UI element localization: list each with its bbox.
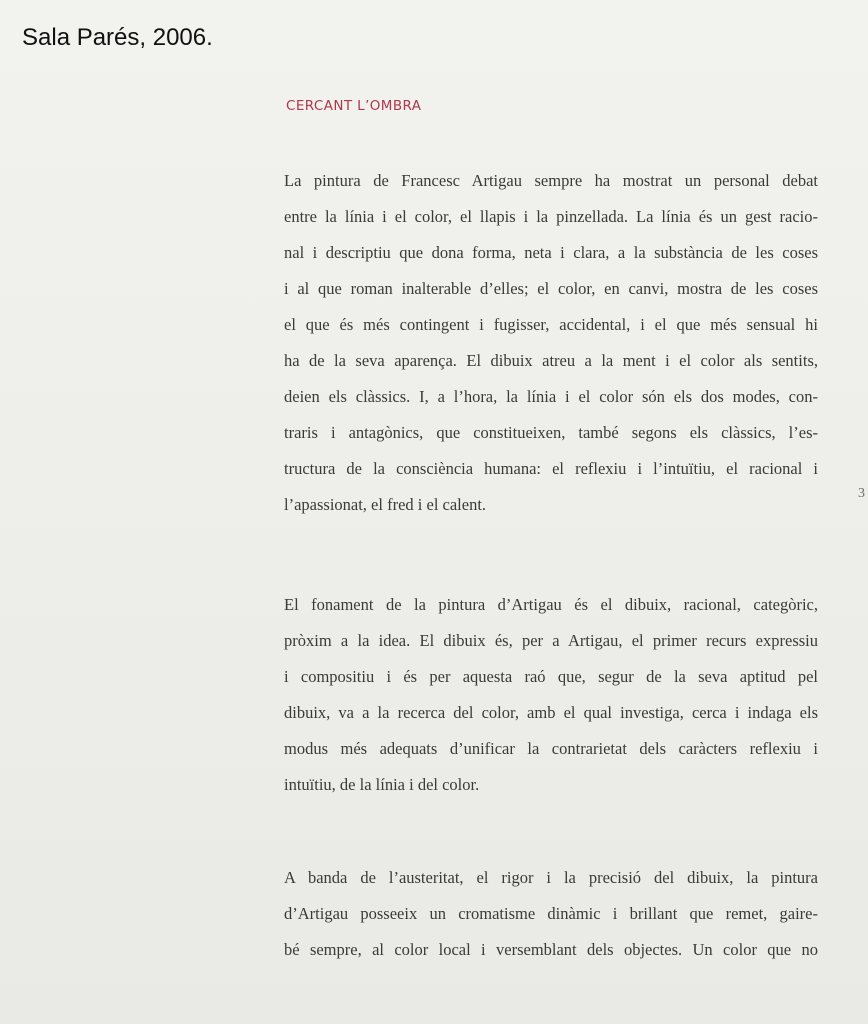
paragraph-3	[284, 860, 818, 968]
text-line: dibuix, va a la recerca del color, amb el qual investiga, cerca i indaga els	[284, 703, 818, 722]
text-line: modus més adequats d’unificar la contrarietat dels caràcters reflexiu i	[284, 739, 818, 758]
text-line: i compositiu i és per aquesta raó que, segur de la seva aptitud pel	[284, 667, 818, 686]
text-line: A banda de l’austeritat, el rigor i la precisió del dibuix, la pintura	[284, 868, 818, 887]
paragraph-2	[284, 587, 818, 803]
photo-caption: Sala Parés, 2006.	[22, 24, 213, 51]
text-line: nal i descriptiu que dona forma, neta i clara, a la substància de les coses	[284, 243, 818, 262]
text-line: el que és més contingent i fugisser, accidental, i el que més sensual hi	[284, 315, 818, 334]
paragraph-1	[284, 163, 818, 523]
page-number: 3	[858, 486, 865, 501]
text-line: l’apassionat, el fred i el calent.	[284, 495, 487, 514]
text-line: bé sempre, al color local i versemblant dels objectes. Un color que no	[284, 940, 818, 959]
section-heading: CERCANT L’OMBRA	[286, 98, 422, 114]
text-line: ha de la seva aparença. El dibuix atreu a la ment i el color als sentits,	[284, 351, 818, 370]
text-line: intuïtiu, de la línia i del color.	[284, 775, 480, 794]
text-line: entre la línia i el color, el llapis i la pinzellada. La línia és un gest racio-	[284, 207, 818, 226]
text-line: El fonament de la pintura d’Artigau és el dibuix, racional, categòric,	[284, 595, 818, 614]
text-line: traris i antagònics, que constitueixen, també segons els clàssics, l’es-	[284, 423, 818, 442]
text-line: La pintura de Francesc Artigau sempre ha mostrat un personal debat	[284, 171, 818, 190]
text-line: deien els clàssics. I, a l’hora, la línia i el color són els dos modes, con-	[284, 387, 818, 406]
text-line: pròxim a la idea. El dibuix és, per a Artigau, el primer recurs expressiu	[284, 631, 818, 650]
text-line: tructura de la consciència humana: el reflexiu i l’intuïtiu, el racional i	[284, 459, 818, 478]
text-line: d’Artigau posseeix un cromatisme dinàmic i brillant que remet, gaire-	[284, 904, 818, 923]
text-line: i al que roman inalterable d’elles; el color, en canvi, mostra de les coses	[284, 279, 818, 298]
